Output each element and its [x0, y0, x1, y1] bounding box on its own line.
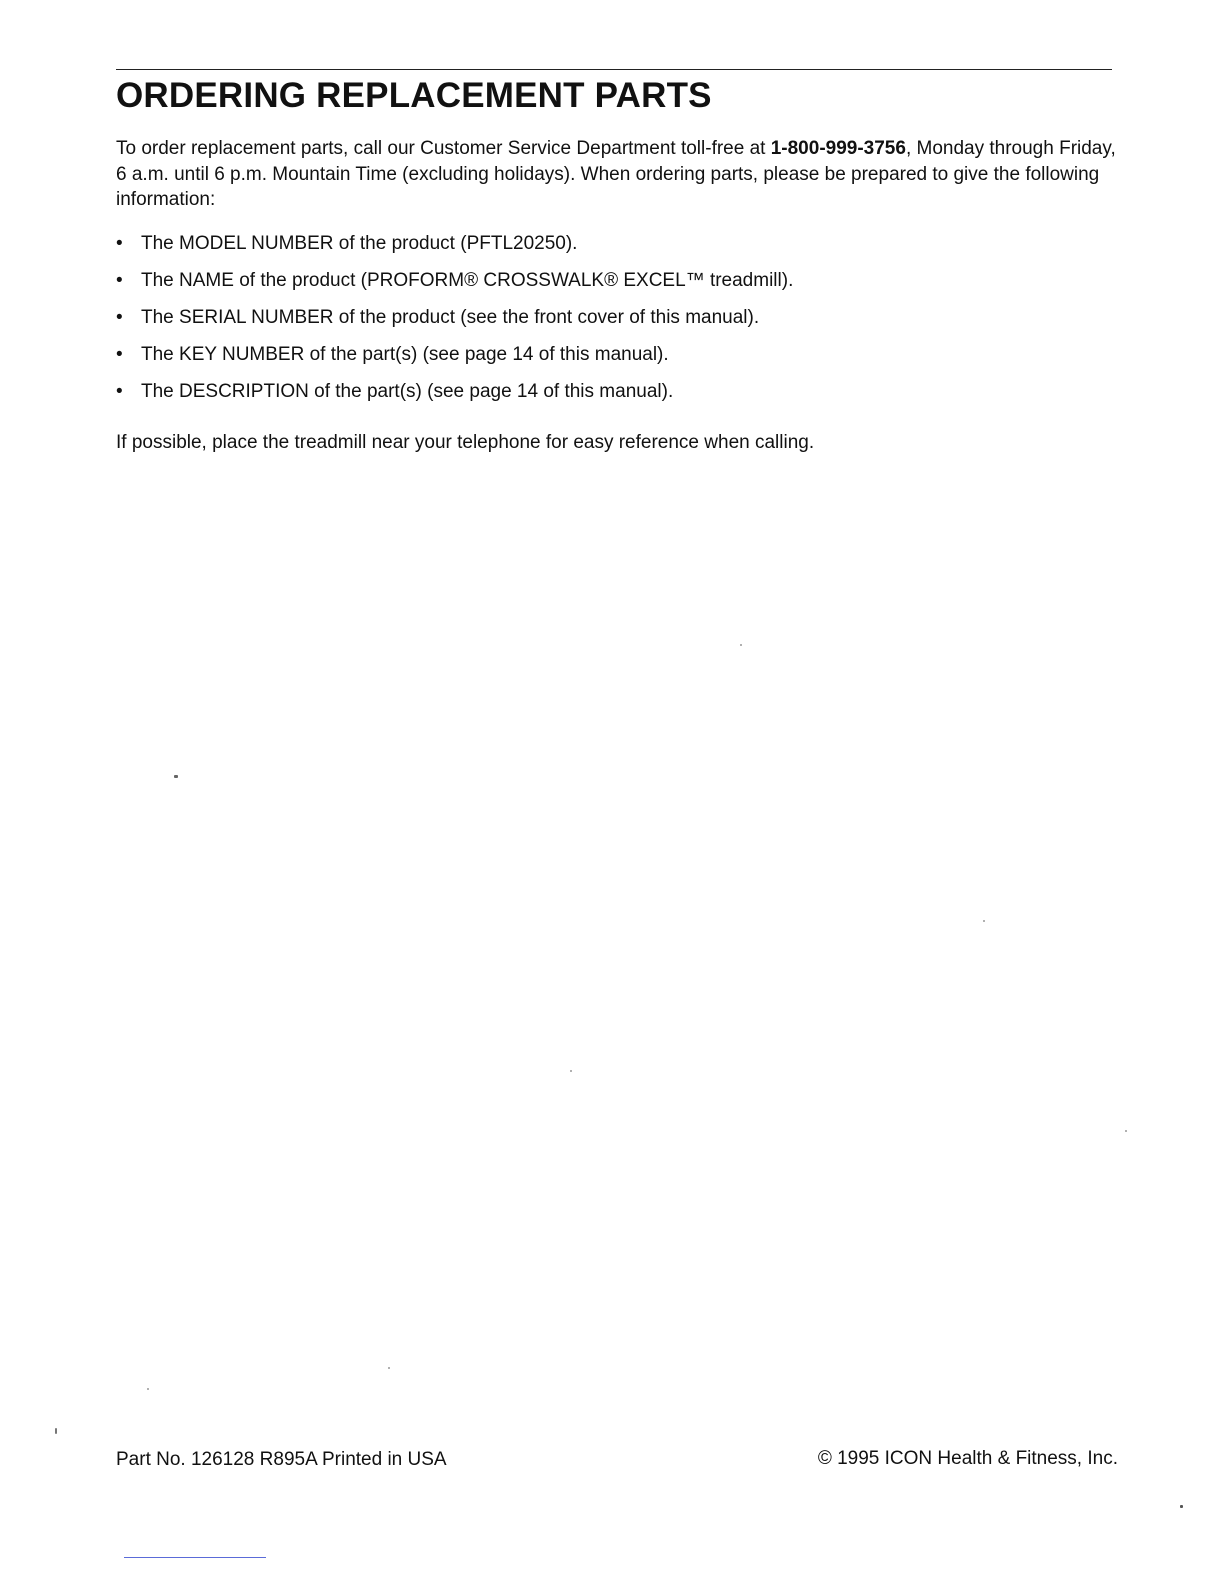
intro-text-after: , Monday through Friday, 6 a.m. until 6 p.m. Mountain Time (excluding holidays). When ordering parts, please be prepared to give the following information:	[116, 138, 1116, 210]
list-item	[116, 342, 1116, 368]
scan-speck	[55, 1428, 57, 1434]
underline-mark	[124, 1557, 266, 1558]
bullet-icon: •	[116, 381, 123, 402]
list-item	[116, 268, 1116, 294]
scan-speck	[1125, 1130, 1127, 1132]
intro-text-before: To order replacement parts, call our Customer Service Department toll-free at	[116, 138, 771, 159]
list-item	[116, 305, 1116, 331]
scan-speck	[570, 1070, 572, 1072]
scan-speck	[740, 644, 742, 646]
bullet-icon: •	[116, 233, 123, 254]
closing-note: If possible, place the treadmill near your telephone for easy reference when calling.	[116, 432, 815, 453]
list-item-text: The NAME of the product (PROFORM® CROSSWALK® EXCEL™ treadmill).	[141, 270, 794, 291]
phone-number: 1-800-999-3756	[770, 138, 906, 159]
info-list	[116, 231, 1116, 416]
list-item	[116, 379, 1116, 405]
footer-copyright: © 1995 ICON Health & Fitness, Inc.	[817, 1448, 1118, 1469]
scan-speck	[1180, 1505, 1183, 1508]
list-item	[116, 231, 1116, 257]
intro-paragraph	[116, 136, 1116, 213]
scan-speck	[147, 1388, 149, 1390]
scan-speck	[174, 775, 178, 778]
scan-speck	[983, 920, 985, 922]
bullet-icon: •	[116, 307, 123, 328]
bullet-icon: •	[116, 270, 123, 291]
page-title: ORDERING REPLACEMENT PARTS	[116, 76, 712, 115]
scan-speck	[388, 1367, 390, 1369]
list-item-text: The DESCRIPTION of the part(s) (see page 14 of this manual).	[141, 381, 674, 402]
list-item-text: The MODEL NUMBER of the product (PFTL20250).	[141, 233, 578, 254]
top-rule	[116, 69, 1112, 70]
footer-part-number: Part No. 126128 R895A Printed in USA	[116, 1449, 447, 1470]
list-item-text: The KEY NUMBER of the part(s) (see page 14 of this manual).	[141, 344, 669, 365]
list-item-text: The SERIAL NUMBER of the product (see the front cover of this manual).	[141, 307, 760, 328]
bullet-icon: •	[116, 344, 123, 365]
